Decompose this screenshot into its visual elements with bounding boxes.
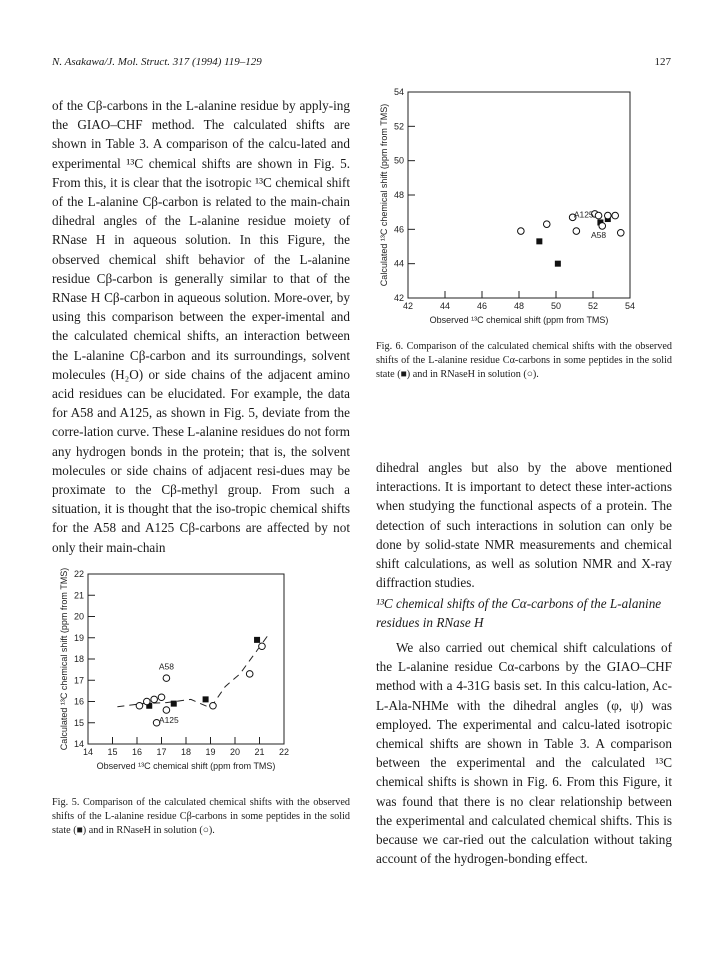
solid-state-point <box>254 637 260 643</box>
y-tick-label: 52 <box>393 121 404 132</box>
body-paragraph: of the Cβ-carbons in the L-alanine residue by apply-ing the GIAO–CHF method. The calculated shifts are shown in Table 3. A comparison of the calcu-lated and experimental ¹³C chemical shifts are shown in Fig. 5. From this, it is clear that the isotropic ¹³C chemical shift of the L-alanine Cβ-carbon is related to the main-chain dihedral angles of the L-alanine residue moiety of RNase H in aqueous solution. In this Figure, the observed chemical shift behavior of the L-alanine residue Cβ-carbon is generally similar to that of the RNase H Cβ-carbon in aqueous solution. More-over, by using this comparison between the exper-imental and the calculated chemical shifts, an interaction between the L-alanine Cβ-carbon and its surroundings, solvent molecules (H₂O) or side chains of the adjacent amino acid residues can be elucidated. For example, the data for A58 and A125, as shown in Fig. 5, deviate from the corre-lation curve. These L-alanine residues do not form any hydrogen bonds in the protein; that is, the solvent molecules or side chains of adjacent resi-dues may be proximate to the Cβ-methyl group. From such a situation, it is thought that the iso-tropic chemical shifts for the A58 and A125 Cβ-carbons are affected by not only their main-chain <box>52 98 350 555</box>
point-annotation: A125 <box>158 714 179 725</box>
y-tick-label: 16 <box>73 696 84 707</box>
x-tick-label: 20 <box>229 747 241 757</box>
figure-6 <box>376 86 646 341</box>
solution-point <box>246 671 253 678</box>
point-annotation: A125 <box>573 209 594 220</box>
y-tick-label: 21 <box>73 590 84 601</box>
solution-point <box>259 643 266 650</box>
journal-running-header: N. Asakawa/J. Mol. Struct. 317 (1994) 119–129 <box>52 56 262 68</box>
y-tick-label: 18 <box>73 654 84 664</box>
figure-5-caption: Fig. 5. Comparison of the calculated chemical shifts with the observed shifts of the L-alanine residue Cβ-carbons in some peptides in the solid state (■) and in RNaseH in solution (○). <box>52 797 350 837</box>
body-paragraph: dihedral angles but also by the above mentioned interactions. It is important to detect these inter-actions when studying the functional aspects of a protein. The detection of such interactions in solution can only be done by solid-state NMR measurements and chemical shift calculations, as well as solution NMR and X-ray diffraction studies. <box>376 460 672 591</box>
x-tick-label: 50 <box>550 301 562 311</box>
y-tick-label: 22 <box>73 569 84 579</box>
solution-point <box>599 223 606 230</box>
x-tick-label: 16 <box>131 747 143 757</box>
solution-point <box>210 702 217 709</box>
y-tick-label: 44 <box>393 258 404 269</box>
plot-frame <box>88 574 284 744</box>
y-tick-label: 19 <box>73 632 84 643</box>
x-tick-label: 46 <box>476 301 488 311</box>
solution-point <box>543 221 550 228</box>
solution-point <box>163 707 170 714</box>
x-tick-label: 17 <box>156 747 167 757</box>
x-tick-label: 22 <box>278 747 290 757</box>
y-tick-label: 15 <box>73 717 84 728</box>
page-number: 127 <box>654 56 671 68</box>
right-column-continuation <box>376 458 672 592</box>
solid-state-point <box>203 696 209 702</box>
x-tick-label: 18 <box>180 747 192 757</box>
x-tick-label: 19 <box>205 747 216 757</box>
solid-state-point <box>171 701 177 707</box>
y-tick-label: 50 <box>393 155 404 166</box>
solution-point <box>518 228 525 235</box>
x-axis-label: Observed ¹³C chemical shift (ppm from TMS) <box>96 761 276 771</box>
solid-state-point <box>555 261 561 267</box>
x-tick-label: 15 <box>107 747 118 757</box>
y-tick-label: 46 <box>393 224 404 235</box>
figure-6-chart <box>376 86 646 336</box>
y-tick-label: 42 <box>393 293 404 303</box>
section-heading: ¹³C chemical shifts of the Cα-carbons of the L-alanine residues in RNase H <box>376 596 662 630</box>
body-paragraph: We also carried out chemical shift calculations of the L-alanine residue Cα-carbons by the GIAO–CHF method with a 4-31G basis set. In this calcu-lation, Ac-L-Ala-NHMe with the dihedral angles (φ, ψ) was employed. The experimental and calcu-lated isotropic chemical shifts are shown in Table 3. A comparison between the experimental and the calculated ¹³C chemical shifts is shown in Fig. 6. From this Figure, it was found that there is no clear relationship between the experimental and calculated chemical shifts. This is because we car-ried out the calculation without taking account of the hydrogen-bonding effect. <box>376 640 672 867</box>
solution-point <box>595 212 602 219</box>
solution-point <box>163 675 170 682</box>
solution-point <box>612 212 619 219</box>
x-tick-label: 48 <box>513 301 525 311</box>
x-tick-label: 44 <box>439 301 451 311</box>
y-tick-label: 17 <box>73 675 84 686</box>
x-tick-label: 42 <box>402 301 414 311</box>
solution-point <box>144 698 151 705</box>
y-axis-label: Calculated ¹³C chemical shift (ppm from TMS) <box>379 103 389 287</box>
point-annotation: A58 <box>590 229 607 240</box>
point-annotation: A58 <box>158 661 174 672</box>
y-tick-label: 20 <box>73 611 84 622</box>
solution-point <box>158 694 165 701</box>
figure-5-chart <box>52 566 322 791</box>
x-axis-label: Observed ¹³C chemical shift (ppm from TMS) <box>429 315 609 325</box>
x-tick-label: 14 <box>82 747 94 757</box>
solution-point <box>136 702 143 709</box>
figure-6-caption: Fig. 6. Comparison of the calculated chemical shifts with the observed shifts of the L-alanine residue Cα-carbons in some peptides in the solid state (■) and in RNaseH in solution (○). <box>376 341 672 381</box>
y-tick-label: 54 <box>393 87 404 97</box>
figure-5 <box>52 566 322 796</box>
x-tick-label: 21 <box>254 747 265 757</box>
solid-state-point <box>536 238 542 244</box>
solution-point <box>617 229 624 236</box>
solution-point <box>151 696 158 703</box>
solution-point <box>605 212 612 219</box>
y-tick-label: 14 <box>73 739 84 749</box>
left-column-text <box>52 96 350 557</box>
y-tick-label: 48 <box>393 190 404 200</box>
solution-point <box>573 228 580 235</box>
x-tick-label: 52 <box>587 301 599 311</box>
plot-frame <box>408 92 630 298</box>
y-axis-label: Calculated ¹³C chemical shift (ppm from TMS) <box>59 567 69 751</box>
section-body <box>376 638 672 868</box>
x-tick-label: 54 <box>624 301 636 311</box>
correlation-curve <box>117 634 269 708</box>
